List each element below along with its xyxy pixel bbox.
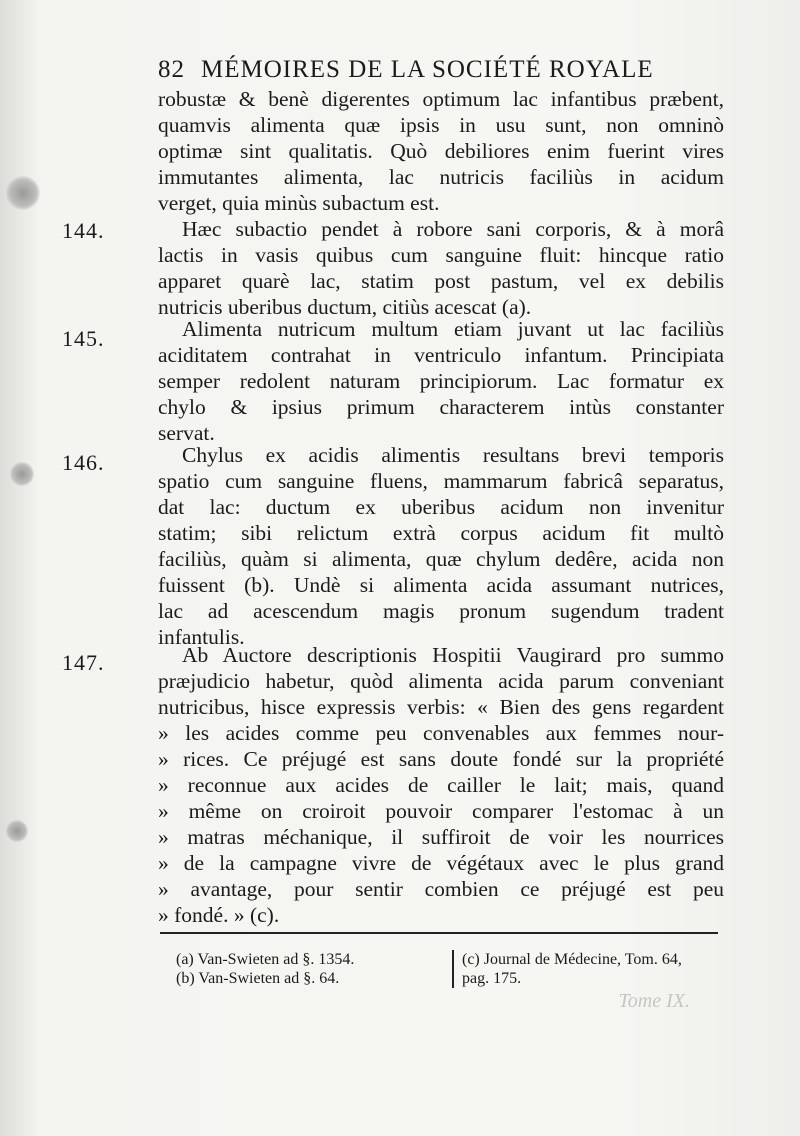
section-number: 146. (62, 450, 105, 475)
text-line: immutantes alimenta, lac nutricis faciliùs in acidum (158, 165, 724, 189)
text-line: fuissent (b). Undè si alimenta acida assumant nutrices, (158, 573, 724, 597)
text-line: Chylus ex acidis alimentis resultans brevi temporis (182, 443, 724, 467)
text-line: dat lac: ductum ex uberibus acidum non invenitur (158, 495, 724, 519)
text-line: spatio cum sanguine fluens, mammarum fabricâ separatus, (158, 469, 724, 493)
text-line: robustæ & benè digerentes optimum lac infantibus præbent, (158, 87, 724, 111)
text-line: chylo & ipsius primum characterem intùs constanter (158, 395, 724, 419)
paragraph-144 (158, 216, 724, 320)
paragraph-145 (158, 316, 724, 446)
footnotes-left (176, 950, 436, 988)
text-line: » fondé. » (c). (158, 903, 280, 927)
text-line: semper redolent naturam principiorum. Lac formatur ex (158, 369, 724, 393)
text-line: » rices. Ce préjugé est sans doute fondé sur la propriété (158, 747, 724, 771)
text-line: faciliùs, quàm si alimenta, quæ chylum dedêre, acida non (158, 547, 724, 571)
text-line: optimæ sint qualitatis. Quò debiliores enim fuerint vires (158, 139, 724, 163)
text-line: Hæc subactio pendet à robore sani corporis, & à morâ (182, 217, 724, 241)
paragraph-146 (158, 442, 724, 650)
paragraph-continuation (158, 86, 724, 216)
text-line: » avantage, pour sentir combien ce préjugé est peu (158, 877, 724, 901)
text-line: Alimenta nutricum multum etiam juvant ut lac faciliùs (182, 317, 724, 341)
footnotes-right (452, 950, 752, 988)
footnote-a: (a) Van-Swieten ad §. 1354. (176, 951, 355, 968)
text-line: præjudicio habetur, quòd alimenta acida parum conveniant (158, 669, 724, 693)
text-line: » même on croiroit pouvoir comparer l'estomac à un (158, 799, 724, 823)
text-line: nutricibus, hisce expressis verbis: « Bien des gens regardent (158, 695, 724, 719)
page-blemish (6, 176, 40, 210)
page-blemish (6, 820, 28, 842)
text-line: servat. (158, 421, 215, 445)
text-line: » les acides comme peu convenables aux femmes nour- (158, 721, 724, 745)
header-title: MÉMOIRES DE LA SOCIÉTÉ ROYALE (201, 56, 654, 83)
footnote-c-page: pag. 175. (462, 970, 522, 987)
footnote-rule (160, 932, 718, 934)
text-line: » matras méchanique, il suffiroit de voir les nourrices (158, 825, 724, 849)
text-line: lactis in vasis quibus cum sanguine fluit: hincque ratio (158, 243, 724, 267)
section-number: 145. (62, 326, 105, 351)
page-blemish (10, 462, 34, 486)
text-line: verget, quia minùs subactum est. (158, 191, 440, 215)
footnote-b: (b) Van-Swieten ad §. 64. (176, 970, 340, 987)
page-number: 82 (158, 56, 185, 83)
text-line: » reconnue aux acides de cailler le lait; mais, quand (158, 773, 724, 797)
text-line: apparet quarè lac, statim post pastum, vel ex debilis (158, 269, 724, 293)
text-line: statim; sibi relictum extrà corpus acidum fit multò (158, 521, 724, 545)
footnote-c: (c) Journal de Médecine, Tom. 64, (462, 951, 682, 968)
text-line: nutricis uberibus ductum, citiùs acescat (a). (158, 295, 532, 319)
text-line: lac ad acescendum magis pronum sugendum tradent (158, 599, 724, 623)
paragraph-147 (158, 642, 724, 928)
bleed-through-text: Tome IX. (618, 990, 690, 1012)
section-number: 144. (62, 218, 105, 243)
text-line: » de la campagne vivre de végétaux avec le plus grand (158, 851, 724, 875)
text-line: aciditatem contrahat in ventriculo infantum. Principiata (158, 343, 724, 367)
text-line: quamvis alimenta quæ ipsis in usu sunt, non omninò (158, 113, 724, 137)
section-number: 147. (62, 650, 105, 675)
text-line: infantulis. (158, 625, 245, 649)
text-line: Ab Auctore descriptionis Hospitii Vaugirard pro summo (182, 643, 724, 667)
